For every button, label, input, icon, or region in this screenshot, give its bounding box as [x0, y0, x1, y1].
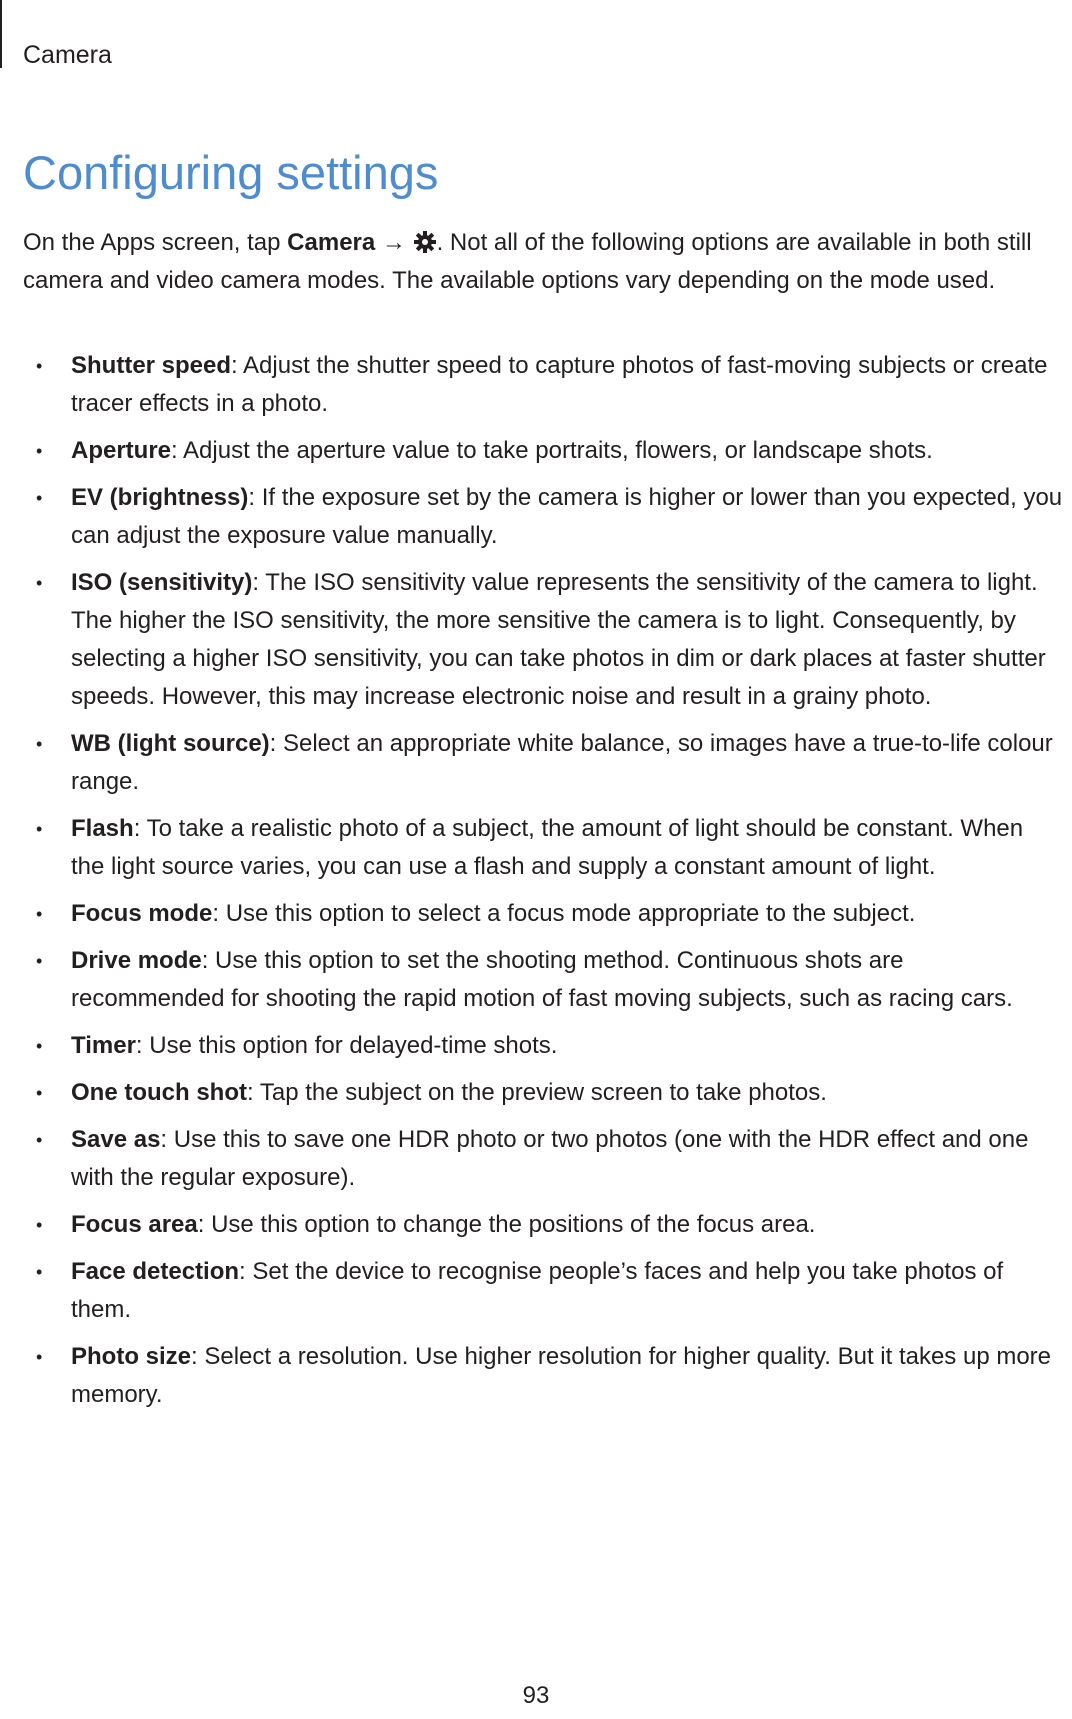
option-term: Timer [71, 1032, 136, 1059]
option-description: : Adjust the aperture value to take portraits, flowers, or landscape shots. [171, 437, 933, 464]
option-term: Focus area [71, 1211, 198, 1238]
intro-arrow: → [375, 229, 413, 256]
option-description: : Select an appropriate white balance, so images have a true-to-life colour range. [71, 730, 1053, 795]
option-item [23, 725, 1063, 801]
option-term: Drive mode [71, 947, 202, 974]
header-rule [0, 0, 2, 68]
option-term: Save as [71, 1126, 161, 1153]
option-term: One touch shot [71, 1079, 247, 1106]
option-item [23, 432, 1063, 470]
option-description: : Use this option for delayed-time shots. [135, 1032, 558, 1059]
option-description: : Tap the subject on the preview screen to take photos. [247, 1079, 827, 1106]
bullet-marker: • [36, 573, 43, 593]
option-description: : Adjust the shutter speed to capture photos of fast-moving subjects or create tracer effects in a photo. [71, 352, 1048, 417]
bullet-marker: • [36, 1262, 43, 1282]
bullet-marker: • [36, 441, 43, 461]
option-description: : Use this option to select a focus mode appropriate to the subject. [212, 900, 916, 927]
option-term: WB (light source) [71, 730, 270, 757]
option-description: : To take a realistic photo of a subject, the amount of light should be constant. When the light source varies, you can use a flash and supply a constant amount of light. [71, 815, 1024, 880]
page-number: 93 [522, 1682, 550, 1709]
intro-text-end: . Not all of the following options are available in both still camera and video camera modes. The available options vary depending on the mode used. [23, 229, 1032, 294]
bullet-marker: • [36, 819, 43, 839]
option-term: Photo size [71, 1343, 192, 1370]
settings-option-list [23, 347, 1063, 1423]
option-item [23, 895, 1063, 933]
option-description: : Use this option to change the positions of the focus area. [197, 1211, 816, 1238]
option-item [23, 1338, 1063, 1414]
option-description: : Set the device to recognise people’s faces and help you take photos of them. [71, 1258, 1004, 1323]
intro-paragraph [23, 224, 1053, 300]
option-item [23, 479, 1063, 555]
intro-text-start: On the Apps screen, tap [23, 229, 288, 256]
option-description: : Use this option to set the shooting method. Continuous shots are recommended for shooting the rapid motion of fast moving subjects, such as racing cars. [71, 947, 1013, 1012]
option-term: Shutter speed [71, 352, 232, 379]
bullet-marker: • [36, 1036, 43, 1056]
gear-icon [413, 228, 437, 252]
option-description: : If the exposure set by the camera is higher or lower than you expected, you can adjust the exposure value manually. [71, 484, 1063, 549]
bullet-marker: • [36, 488, 43, 508]
option-item [23, 1253, 1063, 1329]
option-item [23, 1121, 1063, 1197]
option-term: Aperture [71, 437, 172, 464]
intro-camera-label: Camera [287, 229, 376, 256]
page-title: Configuring settings [23, 146, 439, 199]
option-item [23, 564, 1063, 716]
bullet-marker: • [36, 1083, 43, 1103]
option-item [23, 810, 1063, 886]
option-description: : Select a resolution. Use higher resolution for higher quality. But it takes up more memory. [71, 1343, 1052, 1408]
bullet-marker: • [36, 1215, 43, 1235]
option-description: : Use this to save one HDR photo or two photos (one with the HDR effect and one with the regular exposure). [71, 1126, 1029, 1191]
option-item [23, 942, 1063, 1018]
option-item [23, 347, 1063, 423]
option-term: Focus mode [71, 900, 213, 927]
bullet-marker: • [36, 356, 43, 376]
option-term: ISO (sensitivity) [71, 569, 253, 596]
option-description: : The ISO sensitivity value represents the sensitivity of the camera to light. The higher the ISO sensitivity, the more sensitive the camera is to light. Consequently, by selecting a higher ISO sensitivity, you can take photos in dim or dark places at faster shutter speeds. However, this may increase electronic noise and result in a grainy photo. [71, 569, 1046, 710]
bullet-marker: • [36, 904, 43, 924]
option-term: EV (brightness) [71, 484, 249, 511]
option-item [23, 1074, 1063, 1112]
bullet-marker: • [36, 951, 43, 971]
section-header: Camera [23, 41, 112, 69]
bullet-marker: • [36, 734, 43, 754]
option-term: Face detection [71, 1258, 240, 1285]
option-term: Flash [71, 815, 134, 842]
bullet-marker: • [36, 1130, 43, 1150]
option-item [23, 1206, 1063, 1244]
bullet-marker: • [36, 1347, 43, 1367]
option-item [23, 1027, 1063, 1065]
